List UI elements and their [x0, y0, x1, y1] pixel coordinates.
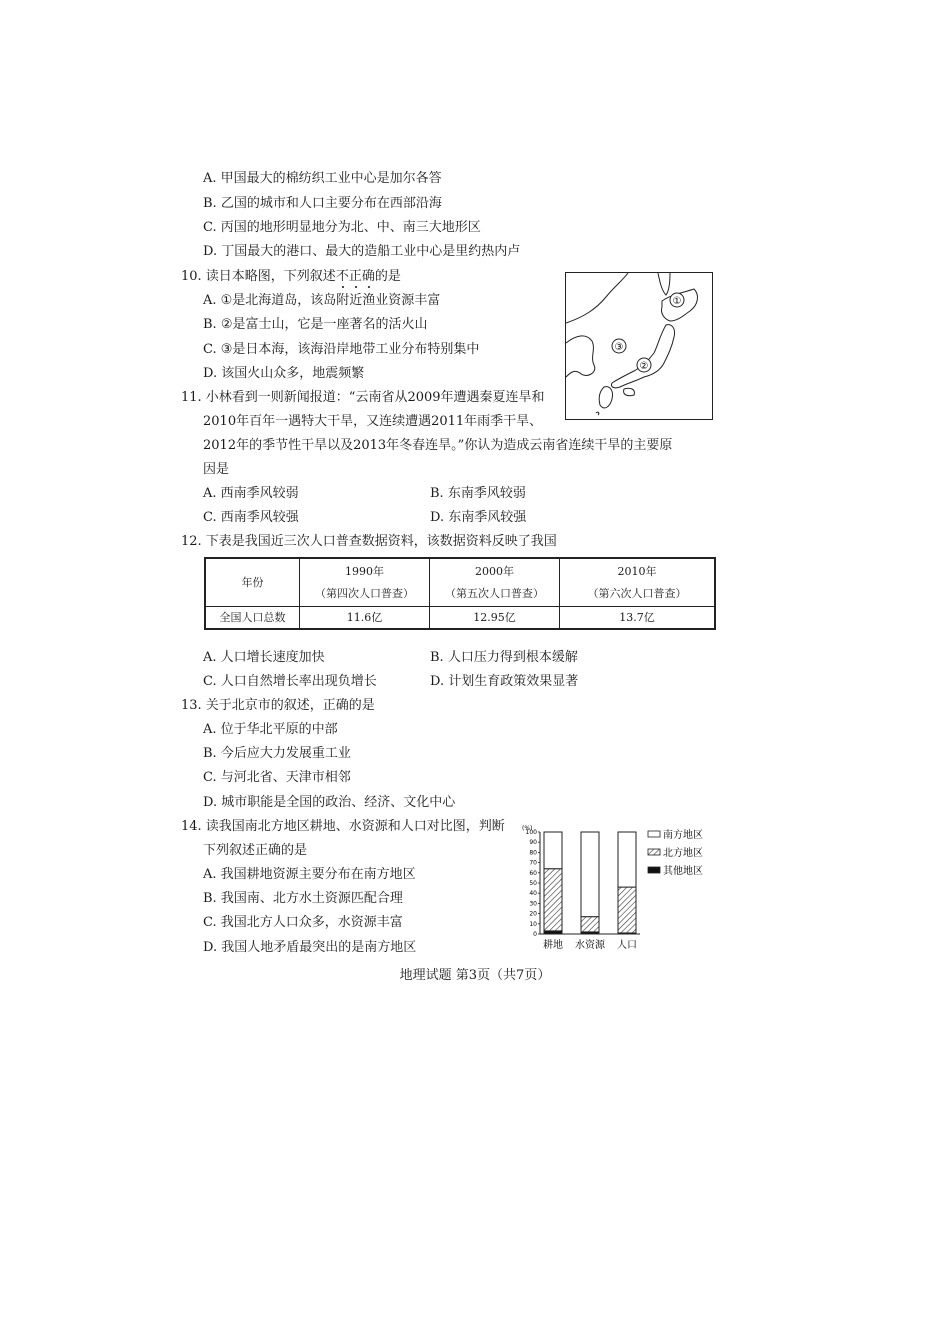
chart-ytick-label: 50	[529, 880, 537, 887]
chart-category-label: 水资源	[575, 940, 605, 951]
q13-option-b: B. 今后应大力发展重工业	[203, 746, 351, 761]
table-census-2000: （第五次人口普查）	[445, 586, 544, 600]
q10-emph-3: 确	[361, 269, 375, 284]
q10-option-a: A. ①是北海道岛，该岛附近渔业资源丰富	[203, 293, 441, 308]
q14-option-b: B. 我国南、北方水土资源匹配合理	[203, 891, 403, 906]
table-year-2010: 2010年	[617, 564, 657, 578]
q14-option-a: A. 我国耕地资源主要分布在南方地区	[203, 867, 416, 882]
chart-ytick-label: 30	[529, 900, 537, 908]
table-census-2010: （第六次人口普查）	[587, 586, 687, 600]
chart-ytick-label: 40	[529, 890, 537, 898]
q11-stem-line-1: 11. 小林看到一则新闻报道：“云南省从2009年遭遇秦夏连旱和	[181, 390, 545, 405]
q9-option-b: B. 乙国的城市和人口主要分布在西部沿海	[203, 196, 442, 211]
table-value-1990: 11.6亿	[300, 606, 430, 629]
japan-map	[565, 272, 713, 420]
census-table	[204, 557, 716, 630]
chart-bar-segment	[618, 887, 636, 933]
q12-option-d: D. 计划生育政策效果显著	[430, 674, 579, 689]
table-header-2010	[560, 558, 716, 606]
table-header-label: 年份	[205, 558, 300, 606]
chart-legend-label: 其他地区	[663, 866, 703, 877]
table-row-label: 全国人口总数	[205, 606, 300, 629]
table-value-2010: 13.7亿	[560, 606, 716, 629]
q14-option-c: C. 我国北方人口众多，水资源丰富	[203, 915, 403, 930]
resource-chart	[520, 824, 720, 956]
chart-ylabel: (%)	[522, 825, 533, 832]
chart-legend-swatch	[648, 867, 660, 873]
honshu	[611, 325, 674, 388]
chart-ytick-label: 70	[529, 859, 537, 867]
q13-stem: 13. 关于北京市的叙述，正确的是	[181, 698, 375, 713]
chart-bar-segment	[581, 832, 599, 917]
map-label-3: ③	[614, 342, 624, 353]
chart-legend-label: 南方地区	[663, 830, 703, 841]
mainland-coast	[566, 273, 628, 323]
q9-option-c: C. 丙国的地形明显地分为北、中、南三大地形区	[203, 220, 481, 235]
q10-stem-suffix: 的是	[374, 269, 401, 284]
q11-stem-line-3: 2012年的季节性干旱以及2013年冬春连旱。”你认为造成云南省连续干旱的主要原	[203, 438, 673, 453]
chart-bar-segment	[544, 832, 562, 869]
chart-ytick-label: 60	[529, 869, 537, 877]
q9-option-a: A. 甲国最大的棉纺织工业中心是加尔各答	[203, 171, 442, 186]
map-label-1: ①	[672, 296, 682, 307]
q11-option-c: C. 西南季风较强	[203, 510, 299, 525]
kyushu	[599, 387, 612, 408]
chart-bar-segment	[544, 869, 562, 931]
q14-stem-line-1: 14. 读我国南北方地区耕地、水资源和人口对比图，判断	[181, 819, 505, 834]
q14-option-d: D. 我国人地矛盾最突出的是南方地区	[203, 940, 417, 955]
chart-bar-segment	[581, 917, 599, 932]
q10-stem-prefix: 10. 读日本略图，下列叙述	[181, 269, 336, 284]
chart-ytick-label: 90	[529, 839, 537, 847]
chart-category-label: 耕地	[543, 940, 563, 951]
q13-option-d: D. 城市职能是全国的政治、经济、文化中心	[203, 795, 456, 810]
table-value-2000: 12.95亿	[430, 606, 560, 629]
table-year-1990: 1990年	[345, 564, 384, 578]
chart-legend-swatch	[648, 849, 660, 855]
q12-option-b: B. 人口压力得到根本缓解	[430, 650, 578, 665]
q13-option-c: C. 与河北省、天津市相邻	[203, 770, 351, 785]
q11-option-d: D. 东南季风较强	[430, 510, 527, 525]
q10-option-b: B. ②是富士山，它是一座著名的活火山	[203, 317, 428, 332]
table-header-1990	[300, 558, 430, 606]
q9-option-d: D. 丁国最大的港口、最大的造船工业中心是里约热内卢	[203, 244, 521, 259]
q14-stem-line-2: 下列叙述正确的是	[203, 843, 308, 858]
chart-ytick-label: 0	[533, 931, 537, 938]
table-census-1990: （第四次人口普查）	[315, 586, 414, 600]
q12-option-c: C. 人口自然增长率出现负增长	[203, 674, 377, 689]
japan-map-svg	[566, 273, 712, 419]
chart-ytick-label: 80	[529, 849, 537, 857]
table-header-2000	[430, 558, 560, 606]
chart-ytick-label: 10	[529, 920, 537, 928]
resource-chart-svg	[520, 824, 720, 956]
korea-coast	[566, 336, 595, 377]
map-label-2: ②	[639, 361, 649, 372]
sakhalin	[658, 273, 670, 295]
q10-option-c: C. ③是日本海，该海沿岸地带工业分布特别集中	[203, 342, 480, 357]
q11-option-b: B. 东南季风较弱	[430, 486, 526, 501]
q10-emph-1: 不	[335, 269, 349, 284]
chart-bar-segment	[618, 832, 636, 887]
q10-emph-2: 正	[348, 269, 362, 284]
q10-option-d: D. 该国火山众多，地震频繁	[203, 366, 365, 381]
q12-stem: 12. 下表是我国近三次人口普查数据资料，该数据资料反映了我国	[181, 534, 557, 549]
q11-stem-line-4: 因是	[203, 462, 230, 477]
shikoku	[624, 388, 635, 396]
q10-stem	[181, 269, 401, 285]
table-year-2000: 2000年	[475, 564, 514, 578]
south-islands	[596, 412, 599, 415]
chart-ytick-label: 20	[529, 910, 537, 918]
chart-ytick-label: 100	[525, 829, 537, 836]
chart-legend-label: 北方地区	[663, 848, 703, 859]
page-footer: 地理试题 第3页（共7页）	[399, 968, 551, 983]
chart-legend-swatch	[648, 831, 660, 837]
q11-stem-line-2: 2010年百年一遇特大干旱，又连续遭遇2011年雨季干旱、	[203, 414, 543, 429]
chart-category-label: 人口	[617, 940, 637, 951]
q11-option-a: A. 西南季风较弱	[203, 486, 299, 501]
q13-option-a: A. 位于华北平原的中部	[203, 722, 338, 737]
q12-option-a: A. 人口增长速度加快	[203, 650, 325, 665]
